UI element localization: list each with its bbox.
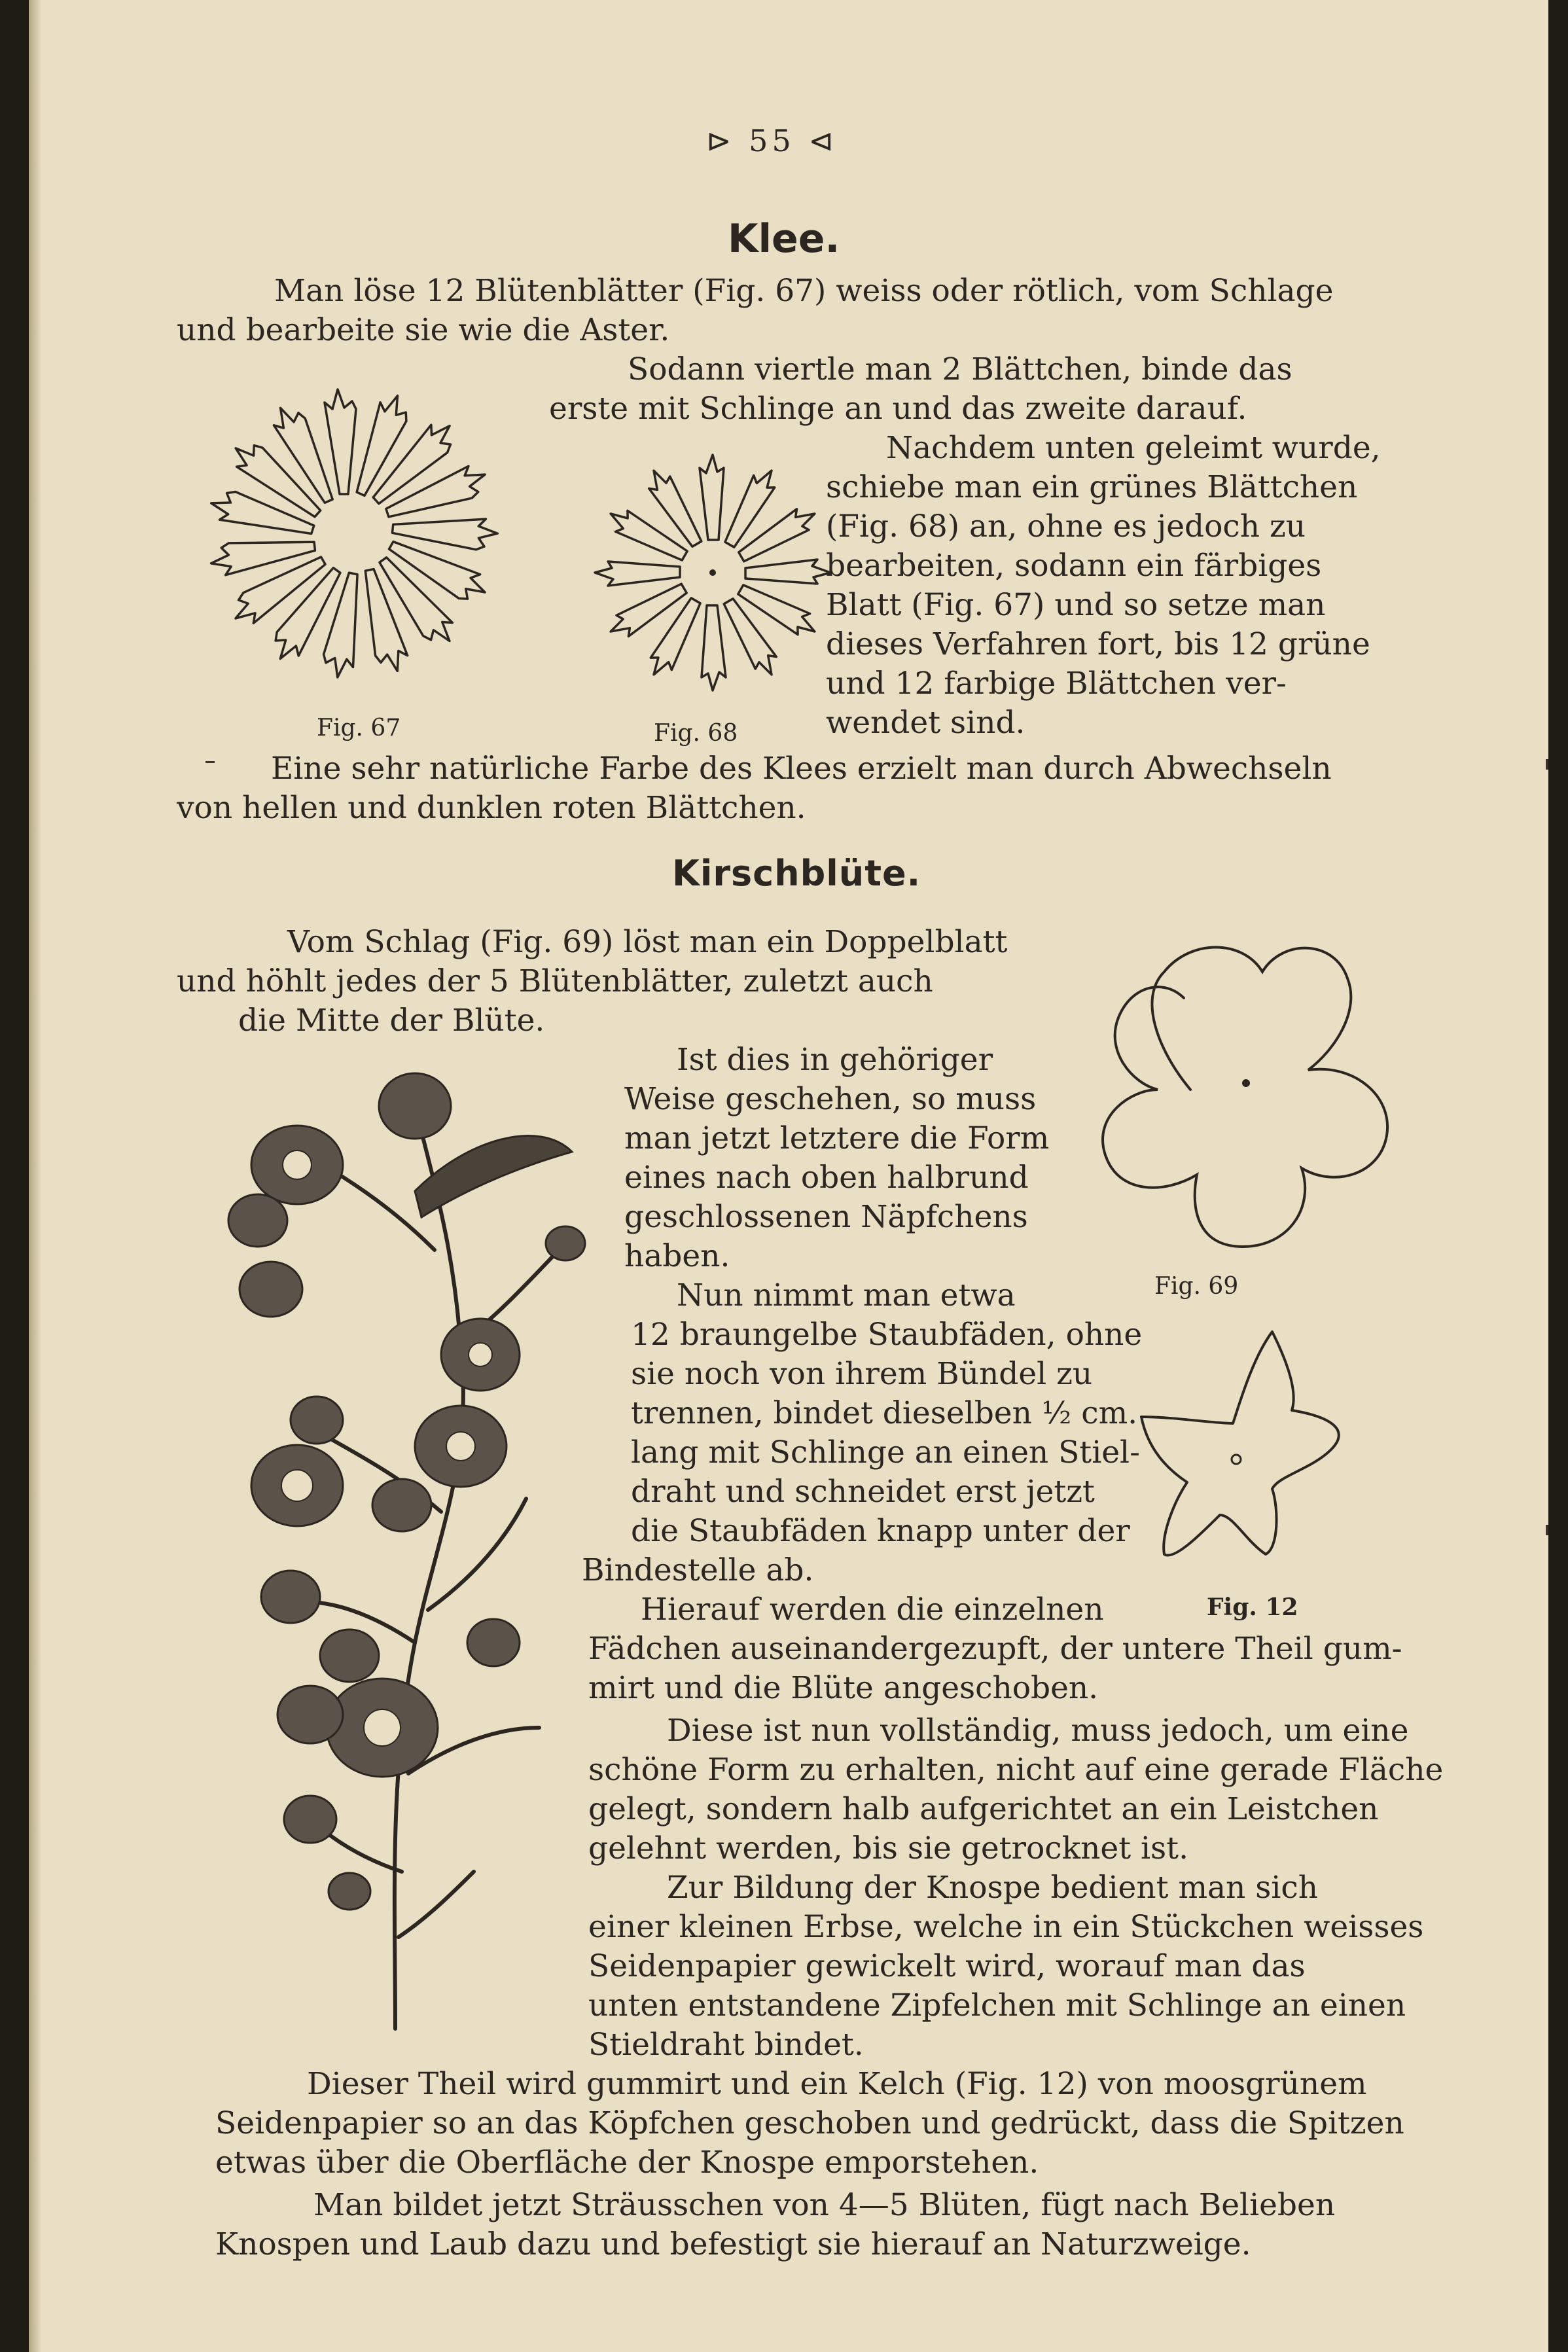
text-line: erste mit Schlinge an und das zweite darauf. xyxy=(549,391,1247,427)
text-line: 12 braungelbe Staubfäden, ohne xyxy=(631,1317,1143,1353)
text-line: Stieldraht bindet. xyxy=(588,2027,864,2063)
page-number-row xyxy=(706,121,838,160)
text-line: draht und schneidet erst jetzt xyxy=(631,1474,1095,1510)
figure-69-blossom-illustration xyxy=(1027,900,1406,1266)
figure-68-leaf-illustration xyxy=(579,442,853,710)
text-line: Sodann viertle man 2 Blättchen, binde das xyxy=(628,351,1292,387)
text-line: Nachdem unten geleimt wurde, xyxy=(886,430,1381,466)
text-line: von hellen und dunklen roten Blättchen. xyxy=(177,790,806,826)
text-line: Eine sehr natürliche Farbe des Klees erzielt man durch Abwechseln xyxy=(271,751,1332,787)
figure-68-caption: Fig. 68 xyxy=(654,720,738,747)
page-ornament-right: ⊲ xyxy=(808,123,838,158)
figure-67-caption: Fig. 67 xyxy=(317,715,401,741)
page-ornament-left: ⊳ xyxy=(706,123,736,158)
text-line: die Mitte der Blüte. xyxy=(238,1003,545,1039)
text-line: Knospen und Laub dazu und befestigt sie hierauf an Naturzweige. xyxy=(215,2226,1251,2262)
margin-mark xyxy=(205,761,215,763)
text-line: eines nach oben halbrund xyxy=(624,1160,1029,1196)
text-line: man jetzt letztere die Form xyxy=(624,1120,1050,1156)
text-line: geschlossenen Näpfchens xyxy=(624,1199,1028,1235)
text-line: Nun nimmt man etwa xyxy=(677,1277,1016,1313)
text-line: Man löse 12 Blütenblätter (Fig. 67) weiss oder rötlich, vom Schlage xyxy=(274,273,1334,309)
page-number: 55 xyxy=(749,123,795,158)
text-line: Fädchen auseinandergezupft, der untere Theil gum- xyxy=(588,1631,1402,1667)
text-line: (Fig. 68) an, ohne es jedoch zu xyxy=(826,508,1306,544)
heading-klee: Klee. xyxy=(728,216,840,262)
book-page xyxy=(29,0,1548,2352)
text-line: Man bildet jetzt Sträusschen von 4—5 Blüten, fügt nach Belieben xyxy=(313,2187,1336,2223)
text-line: unten entstandene Zipfelchen mit Schlinge an einen xyxy=(588,1987,1406,2023)
text-line: Seidenpapier so an das Köpfchen geschoben und gedrückt, dass die Spitzen xyxy=(215,2105,1404,2141)
text-line: schiebe man ein grünes Blättchen xyxy=(826,469,1358,505)
text-line: gelehnt werden, bis sie getrocknet ist. xyxy=(588,1830,1189,1866)
text-line: dieses Verfahren fort, bis 12 grüne xyxy=(826,626,1370,662)
text-line: trennen, bindet dieselben ½ cm. xyxy=(631,1395,1138,1431)
text-line: und bearbeite sie wie die Aster. xyxy=(177,312,670,348)
figure-12-caption: Fig. 12 xyxy=(1207,1594,1298,1621)
text-line: bearbeiten, sodann ein färbiges xyxy=(826,548,1322,584)
text-line: gelegt, sondern halb aufgerichtet an ein Leistchen xyxy=(588,1791,1379,1827)
text-line: und 12 farbige Blättchen ver- xyxy=(826,666,1287,702)
margin-mark xyxy=(1546,759,1548,770)
heading-kirschbluete: Kirschblüte. xyxy=(672,853,921,894)
figure-67-flower-illustration xyxy=(173,363,539,710)
text-line: sie noch von ihrem Bündel zu xyxy=(631,1356,1093,1392)
text-line: einer kleinen Erbse, welche in ein Stückchen weisses xyxy=(588,1909,1424,1945)
text-line: Bindestelle ab. xyxy=(582,1552,814,1588)
text-line: mirt und die Blüte angeschoben. xyxy=(588,1670,1099,1706)
cherry-blossom-branch-illustration xyxy=(199,1054,618,2048)
text-line: Diese ist nun vollständig, muss jedoch, um eine xyxy=(667,1713,1409,1749)
text-line: lang mit Schlinge an einen Stiel- xyxy=(631,1434,1140,1470)
text-line: Seidenpapier gewickelt wird, worauf man das xyxy=(588,1948,1306,1984)
text-line: Vom Schlag (Fig. 69) löst man ein Doppelblatt xyxy=(287,924,1008,960)
text-line: die Staubfäden knapp unter der xyxy=(631,1513,1130,1549)
text-line: Blatt (Fig. 67) und so setze man xyxy=(826,587,1326,623)
text-line: Ist dies in gehöriger xyxy=(677,1042,993,1078)
text-line: Zur Bildung der Knospe bedient man sich xyxy=(667,1870,1319,1906)
margin-mark xyxy=(1546,1525,1548,1535)
text-line: Dieser Theil wird gummirt und ein Kelch (Fig. 12) von moosgrünem xyxy=(307,2066,1367,2102)
text-line: haben. xyxy=(624,1238,730,1274)
text-line: und höhlt jedes der 5 Blütenblätter, zuletzt auch xyxy=(177,963,933,999)
figure-69-caption: Fig. 69 xyxy=(1154,1273,1239,1300)
text-line: Hierauf werden die einzelnen xyxy=(641,1592,1104,1628)
text-line: etwas über die Oberfläche der Knospe emporstehen. xyxy=(215,2145,1039,2181)
figure-12-calyx-illustration xyxy=(1135,1319,1344,1567)
text-line: wendet sind. xyxy=(826,705,1025,741)
text-line: schöne Form zu erhalten, nicht auf eine gerade Fläche xyxy=(588,1752,1444,1788)
text-line: Weise geschehen, so muss xyxy=(624,1081,1037,1117)
